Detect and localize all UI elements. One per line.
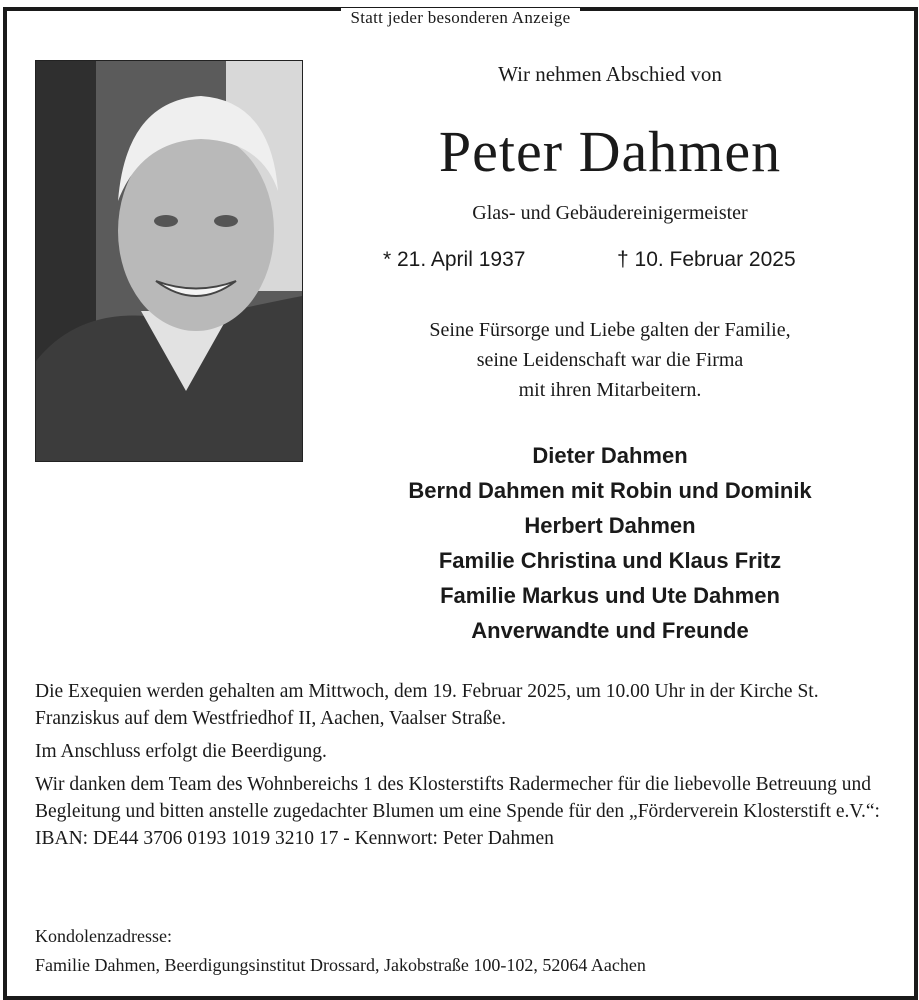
birth-date: * 21. April 1937: [383, 248, 526, 271]
profession: Glas- und Gebäudereinigermeister: [472, 202, 748, 224]
intro-text: Wir nehmen Abschied von: [498, 62, 722, 86]
mourner: Familie Markus und Ute Dahmen: [440, 583, 780, 608]
mourner: Anverwandte und Freunde: [471, 618, 749, 643]
header-label-text: Statt jeder besonderen Anzeige: [341, 8, 579, 27]
mourner: Dieter Dahmen: [532, 443, 688, 468]
header-label: [7, 8, 914, 28]
portrait-photo: [35, 60, 303, 462]
condolence-label: Kondolenzadresse:: [35, 926, 172, 946]
mourner: Bernd Dahmen mit Robin und Dominik: [408, 478, 812, 503]
condolence-address-text: Familie Dahmen, Beerdigungsinstitut Drossard, Jakobstraße 100-102, 52064 Aachen: [35, 955, 646, 975]
deceased-name: Peter Dahmen: [438, 119, 782, 184]
burial-text: Im Anschluss erfolgt die Beerdigung.: [35, 741, 327, 762]
iban-text: IBAN: DE44 3706 0193 1019 3210 17 - Kennwort: Peter Dahmen: [35, 828, 554, 849]
mourner: Herbert Dahmen: [524, 513, 696, 538]
mourners-list: [340, 438, 880, 648]
death-date: † 10. Februar 2025: [617, 248, 796, 271]
funeral-details: [35, 678, 885, 852]
portrait-illustration: [36, 61, 302, 461]
thanks-text: Wir danken dem Team des Wohnbereichs 1 des Klosterstifts Radermecher für die liebevolle Betreuung und Begleitung und bitten anstelle zugedachter Blumen um eine Spende für den „Förderverein Klosterstift e.V.“:: [35, 774, 880, 822]
memorial-quote: [340, 315, 880, 405]
mourner: Familie Christina und Klaus Fritz: [438, 548, 782, 573]
exequies-text: Die Exequien werden gehalten am Mittwoch, dem 19. Februar 2025, um 10.00 Uhr in der Kirche St. Franziskus auf dem Westfriedhof II, Aachen, Vaalser Straße.: [35, 681, 819, 729]
quote-line: Seine Fürsorge und Liebe galten der Familie,: [429, 319, 791, 341]
quote-line: mit ihren Mitarbeitern.: [518, 379, 702, 401]
quote-line: seine Leidenschaft war die Firma: [476, 349, 744, 371]
condolence-address: [35, 922, 885, 980]
